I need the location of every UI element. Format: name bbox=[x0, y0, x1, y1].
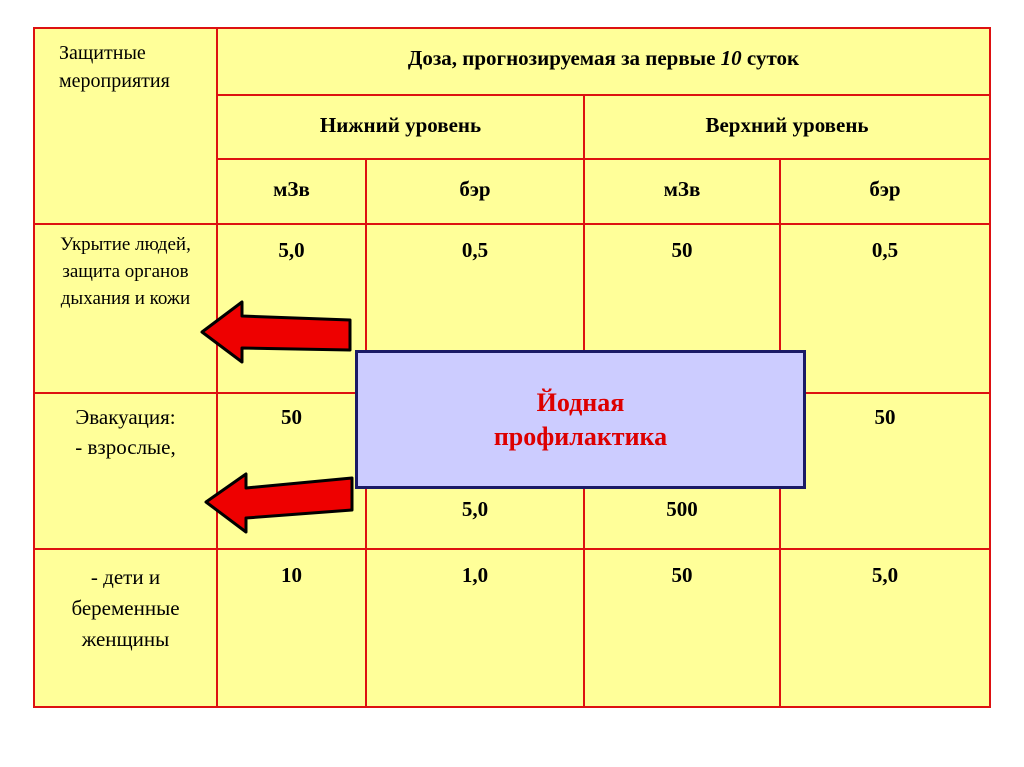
row-children-label-text: - дети и беременные женщины bbox=[71, 565, 180, 651]
row-children-lower-msv bbox=[216, 548, 367, 708]
row-children-upper-ber-text: 5,0 bbox=[871, 563, 899, 587]
row-evacuation-upper-msv-text: 500 bbox=[666, 497, 698, 521]
row-shelter-upper-ber bbox=[779, 223, 991, 394]
row-evacuation-upper-ber-text: 50 bbox=[874, 405, 896, 429]
unit-ber-upper-text: бэр bbox=[869, 177, 901, 201]
header-upper-level bbox=[583, 94, 991, 160]
callout-line2: профилактика bbox=[493, 421, 668, 451]
row-shelter-lower-msv-text: 5,0 bbox=[278, 238, 305, 262]
header-dose-prefix: Доза, прогнозируемая за первые bbox=[407, 46, 721, 70]
row-evacuation-upper-ber bbox=[779, 392, 991, 550]
unit-ber-lower bbox=[365, 158, 585, 225]
row-evacuation-label-line2: - взрослые, bbox=[75, 435, 176, 459]
header-measures bbox=[33, 27, 218, 225]
row-children-lower-msv-text: 10 bbox=[281, 563, 302, 587]
left-arrow-icon bbox=[196, 470, 362, 534]
callout-line1: Йодная bbox=[536, 387, 625, 417]
unit-ber-upper bbox=[779, 158, 991, 225]
left-arrow-icon bbox=[190, 298, 360, 366]
row-children-upper-msv-text: 50 bbox=[671, 563, 693, 587]
row-evacuation-lower-ber-text: 5,0 bbox=[461, 497, 489, 521]
unit-msv-lower bbox=[216, 158, 367, 225]
row-children-upper-msv bbox=[583, 548, 781, 708]
unit-ber-lower-text: бэр bbox=[459, 177, 491, 201]
header-dose bbox=[216, 27, 991, 96]
iodine-prophylaxis-callout bbox=[355, 350, 806, 489]
row-evacuation-label bbox=[33, 392, 218, 550]
row-shelter-label-text: Укрытие людей, защита органов дыхания и кожи bbox=[60, 234, 191, 309]
unit-msv-upper bbox=[583, 158, 781, 225]
header-dose-days: 10 bbox=[720, 46, 742, 70]
row-children-lower-ber-text: 1,0 bbox=[461, 563, 489, 587]
header-lower-level bbox=[216, 94, 585, 160]
row-children-label bbox=[33, 548, 218, 708]
header-dose-suffix: суток bbox=[741, 46, 800, 70]
row-shelter-upper-msv-text: 50 bbox=[671, 238, 693, 262]
header-measures-text: Защитные мероприятия bbox=[59, 42, 170, 92]
unit-msv-upper-text: мЗв bbox=[663, 177, 701, 201]
row-children-lower-ber bbox=[365, 548, 585, 708]
row-children-upper-ber bbox=[779, 548, 991, 708]
row-evacuation-label-line1: Эвакуация: bbox=[75, 405, 176, 429]
unit-msv-lower-text: мЗв bbox=[273, 177, 310, 201]
row-shelter-upper-ber-text: 0,5 bbox=[871, 238, 899, 262]
header-upper-level-text: Верхний уровень bbox=[705, 113, 869, 137]
row-evacuation-lower-msv-text: 50 bbox=[281, 405, 302, 429]
row-shelter-lower-ber-text: 0,5 bbox=[461, 238, 489, 262]
header-lower-level-text: Нижний уровень bbox=[319, 113, 482, 137]
